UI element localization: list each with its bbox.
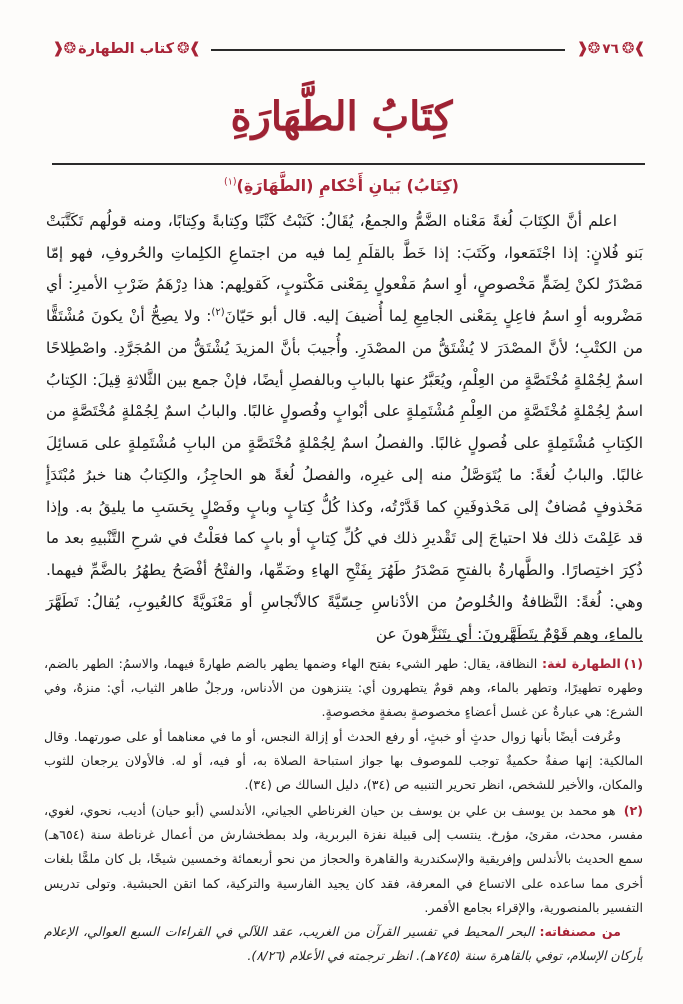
footnote-item [44, 799, 643, 968]
ornament-icon: ❱❂ [177, 38, 201, 57]
footnote-continuation: وعُرفت أيضًا بأنها زوال حدثٍ أو خبثٍ، أو رفع الحدث أو إزالة النجس، أو ما في معناهما أو على صورتهما. وقال المالكية: إنها صفةٌ حكميةٌ توجب للموصوف بها جواز استباحة الصلاة به، أو فيه، أو له. فالأولان يرجعان للثوب والمكان، والأخير للشخص، انظر تحرير التنبيه ص (٣٤)، دليل السالك ص (٣٤). [44, 728, 643, 792]
footnote-number: (٢) [623, 803, 643, 819]
chapter-subtitle [0, 176, 683, 195]
chapter-subtitle-text: (كِتَابُ) بَيانِ أَحْكامِ (الطَّهَارَةِ) [236, 176, 459, 195]
header-title-group [52, 38, 201, 57]
page-number: ٧٦ [602, 41, 619, 57]
header-divider-rule [211, 49, 565, 51]
ornament-icon: ❂❰ [52, 38, 76, 57]
footnote-works-lead: من مصنفاته: [539, 923, 621, 939]
ornament-icon: ❂❰ [576, 38, 600, 57]
footnote-works-text: البحر المحيط في تفسير القرآن من الغريب، عقد اللآلي في القراءات السبع العوالي، الإعلام بأركان الإسلام، توفي بالقاهرة سنة (٧٤٥هـ). انظر ترجمته في الأعلام (٨/٢٦). [44, 923, 643, 964]
title-divider-rule [52, 163, 645, 165]
body-paragraph-part-1: اعلم أنَّ الكِتَابَ لُغةً مَعْناه الضَّمُّ والجمعُ، يُقَالُ: كَتَبْتُ كَتْبًا وكِتابةً وكِتابًا، ومنه قولُهم تَكَتَّبَتْ بَنو فُلانٍ: إذا اجْتَمَعوا، وكَتَبَ: إذا خَطَّ بالقلَمِ لِما فيه من اجتماعِ الكلِماتِ والحُروفِ، فهو إمّا مَصْدَرٌ لكنْ لِضَمٍّ مَخْصوصٍ، أوِ اسمُ مَفْعولٍ بِمَعْنى مَكْتوبٍ، كَقولِهم: هذا دِرْهَمُ ضَرْبِ الأميرِ: أي مَضْروبه أوِ اسمُ فاعِلٍ بِمَعْنى الجامِعِ لِما أُضيفَ إليه. قال أبو حَيّانَ [46, 212, 643, 326]
page-title: كِتَابُ الطَّهَارَةِ [230, 93, 453, 140]
page-number-group [576, 38, 645, 57]
footnote-divider-rule [433, 641, 643, 642]
body-paragraph [46, 206, 643, 650]
body-paragraph-part-2: : ولا يصِحُّ أنْ يكونَ مُشْتَقًّا من الكتْبِ؛ لأنَّ المصْدَرَ لا يُشْتَقُّ من المصْدَرِ. وأُجيبَ بأنَّ المزيدَ يُشْتَقُّ من المُجَرَّدِ. واصْطِلاحًا اسمٌ لِجُمْلةٍ مُخْتَصَّةٍ من العِلْمِ، ويُعَبَّرُ عنها بالبابِ وبالفصلِ أيضًا، فإنْ جمع بين الثَّلاثةِ قِيلَ: الكِتابُ اسمٌ لِجُمْلةٍ مُخْتَصَّةٍ من العِلْمِ مُشْتَمِلةٍ على أبْوابٍ وفُصولٍ غالبًا. والبابُ اسمٌ لِجُمْلةٍ مُخْتَصَّةٍ من الكِتابِ مُشْتَمِلةٍ على فُصولٍ غالبًا. والفصلُ اسمٌ لِجُمْلةٍ مُخْتَصَّةٍ من البابِ مُشْتَمِلةٍ على مَسائِلَ غالبًا. والبابُ لُغةً: ما يُتَوَصَّلُ منه إلى غيرِه، والفصلُ لُغةً هو الحاجِزُ، والكِتابُ هنا خبرُ مُبْتَدَأٍ مَحْذوفٍ مُضافٌ إلى مَحْذوفَينِ كما قَدَّرْتُه، وكذا كُلُّ كِتابٍ وبابٍ وفَصْلٍ بِحَسَبِ ما يليقُ به. وإذا قد عَلِمْتَ ذلك فلا احتياجَ إلى تَقْديرِ ذلك في كُلِّ كِتابٍ أو بابٍ كما فعَلْتُ في شرحِ التَّنْبيهِ بعد ما ذُكِرَ اختِصارًا. والطَّهارةُ بالفتحِ مَصْدَرُ طَهُرَ بِفَتْحِ الهاءِ وضَمِّها، والفتْحُ أفْصَحُ يطهُرُ بالضَّمِّ فيهما. وهي: لُغةً: النَّظافةُ والخُلوصُ من الأدْناسِ حِسّيَّةً كالأنْجاسِ أو مَعْنَويَّةً كالعُيوبِ، يُقالُ: تَطَهَّرَ بالماءِ، وهم قَوْمٌ يتَطَهَّرونَ: أي يتَنَزَّهونَ عن [46, 307, 643, 643]
footnote-text: هو محمد بن يوسف بن علي بن يوسف بن حيان الغرناطي الجياني، الأندلسي (أبو حيان) أديب، نحوي، لغوي، مفسر، محدث، مقرئ، مؤرخ. ينتسب إلى قبيلة نفزة البربرية، ولد بمطخشارش من أعمال غرناطة سنة (٦٥٤هـ) سمع الحديث بالأندلس وإفريقية والإسكندرية والقاهرة والحجاز من نحو أربعمائة وخمسين شيخًا، بل كان ملمًّا بلغات أخرى مما ساعده على الاتساع في المعرفة، فقد كان يجيد الفارسية والتركية، كما اتقن الحبشية. وتولى تدريس التفسير بالمنصورية، والإقراء بجامع الأقمر. [44, 803, 643, 915]
footnote-text: النظافة، يقال: طهر الشيء بفتح الهاء وضمها يطهر بالضم طهارةً فيهما، والاسمُ: الطهر بالضم، وطهره تطهيرًا، وتطهر بالماء، وهم قومٌ يتطهرون أي: يتنزهون من الأدناس، ورجلٌ طاهر الثياب، أي: منزهٌ، وفي الشرع: هي عبارةٌ عن غسل أعضاءٍ مخصوصةٍ بصفةٍ مخصوصةٍ. [44, 656, 643, 720]
footnotes-section [44, 652, 643, 970]
header-title: كتاب الطهارة [78, 41, 175, 57]
footnote-lead: الطهارة لغة: [542, 656, 621, 671]
subtitle-footnote-ref: (١) [224, 176, 237, 188]
body-text [46, 206, 643, 650]
ornament-icon: ❱❂ [621, 38, 645, 57]
running-header [52, 36, 645, 62]
footnote-item [44, 652, 643, 797]
footnote-works [44, 920, 643, 968]
footnote-number: (١) [623, 656, 644, 671]
chapter-title-block [0, 92, 683, 142]
body-footnote-ref-2: (٢) [211, 307, 225, 319]
